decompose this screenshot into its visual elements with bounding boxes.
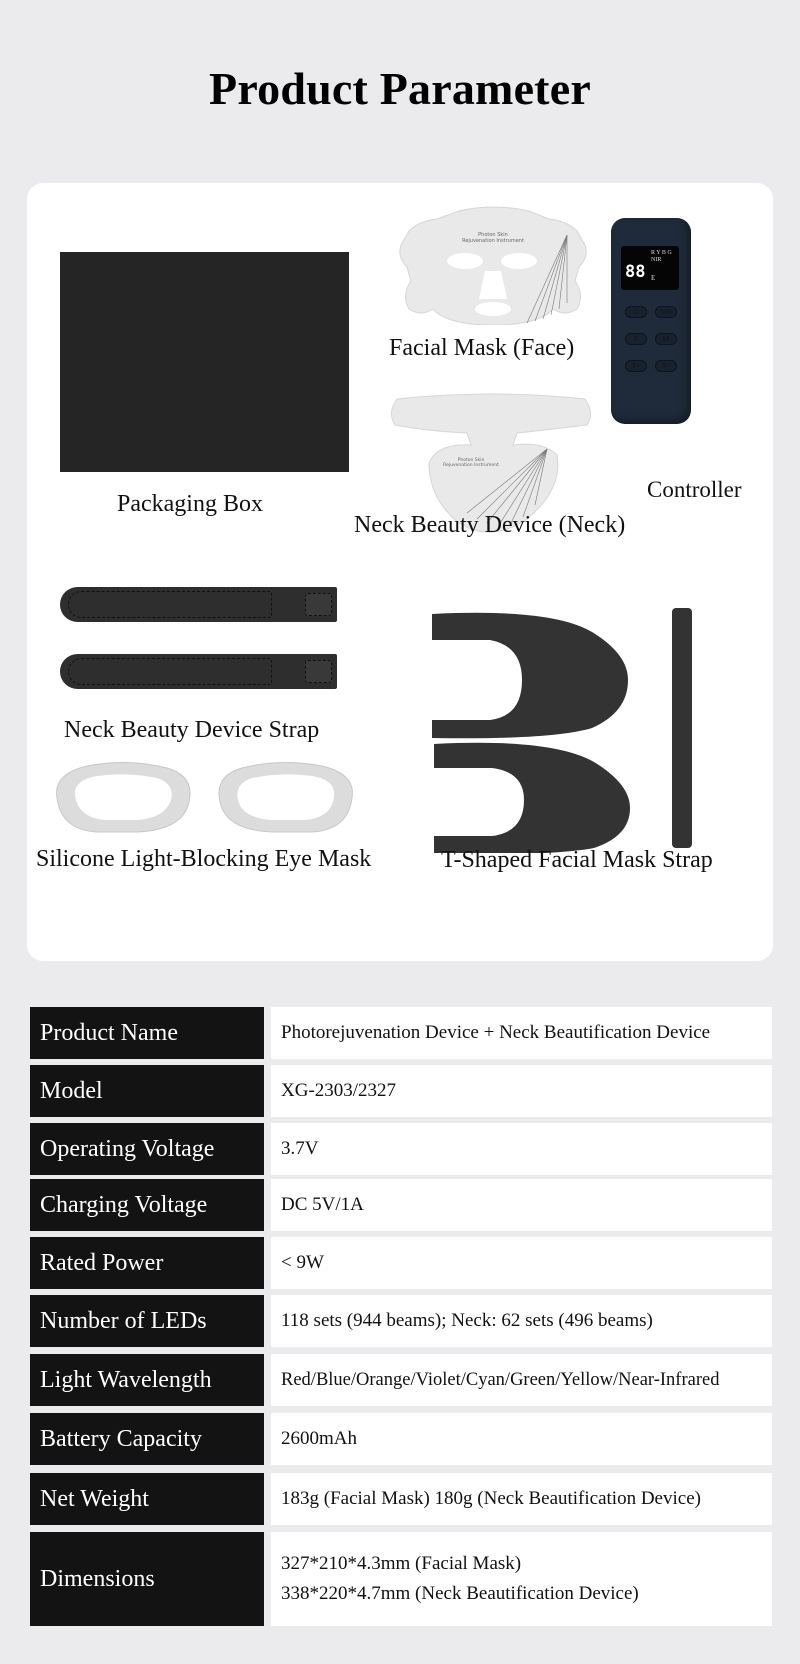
neck-strap-image xyxy=(60,587,337,622)
spec-label: Charging Voltage xyxy=(30,1179,264,1231)
m-button: M xyxy=(655,333,677,345)
packaging-box-image xyxy=(60,252,349,472)
spec-label: Model xyxy=(30,1065,264,1117)
spec-row-number-of-leds xyxy=(30,1295,772,1347)
svg-text:Rejuvenation Instrument: Rejuvenation Instrument xyxy=(443,463,499,468)
spec-label: Product Name xyxy=(30,1007,264,1059)
svg-text:Rejuvenation Instrument: Rejuvenation Instrument xyxy=(462,238,524,244)
controller-buttons xyxy=(625,306,677,372)
components-card xyxy=(27,183,773,961)
time-up-button: T+ xyxy=(625,360,647,372)
spec-row-rated-power xyxy=(30,1237,772,1289)
facial-mask-image xyxy=(389,205,597,325)
spec-value: Photorejuvenation Device + Neck Beautification Device xyxy=(271,1007,772,1059)
spec-value: < 9W xyxy=(271,1237,772,1289)
page-title: Product Parameter xyxy=(209,63,591,114)
power-button: ⏻ xyxy=(625,306,647,318)
spec-label: Battery Capacity xyxy=(30,1413,264,1465)
neck-device-caption: Neck Beauty Device (Neck) xyxy=(354,512,626,538)
eye-mask-caption: Silicone Light-Blocking Eye Mask xyxy=(36,846,372,872)
neck-strap-caption: Neck Beauty Device Strap xyxy=(64,717,320,743)
spec-value: 118 sets (944 beams); Neck: 62 sets (496 beams) xyxy=(271,1295,772,1347)
controller-caption: Controller xyxy=(647,477,742,502)
eye-mask-image xyxy=(212,758,362,838)
spec-row-dimensions xyxy=(30,1532,772,1626)
spec-label: Net Weight xyxy=(30,1473,264,1525)
spec-row-net-weight xyxy=(30,1473,772,1525)
svg-text:Photon Skin: Photon Skin xyxy=(457,458,485,463)
nir-button: NIR xyxy=(655,306,677,318)
controller-image xyxy=(611,218,691,424)
spec-row-product-name xyxy=(30,1007,772,1059)
spec-value: 183g (Facial Mask) 180g (Neck Beautification Device) xyxy=(271,1473,772,1525)
spec-label: Light Wavelength xyxy=(30,1354,264,1406)
spec-value: 2600mAh xyxy=(271,1413,772,1465)
spec-value: 3.7V xyxy=(271,1123,772,1175)
t-strap-caption: T-Shaped Facial Mask Strap xyxy=(441,847,713,873)
spec-row-operating-voltage xyxy=(30,1123,772,1175)
spec-value: DC 5V/1A xyxy=(271,1179,772,1231)
spec-row-light-wavelength xyxy=(30,1354,772,1406)
spec-label: Dimensions xyxy=(30,1532,264,1626)
e-button: E xyxy=(625,333,647,345)
facial-mask-caption: Facial Mask (Face) xyxy=(389,335,575,361)
controller-display: 88 R Y B G NIR E xyxy=(621,246,679,290)
neck-strap-image xyxy=(60,654,337,689)
eye-mask-image xyxy=(47,758,197,838)
spec-value: XG-2303/2327 xyxy=(271,1065,772,1117)
spec-row-battery-capacity xyxy=(30,1413,772,1465)
svg-text:Photon Skin: Photon Skin xyxy=(478,232,508,238)
spec-value: Red/Blue/Orange/Violet/Cyan/Green/Yellow/Near-Infrared xyxy=(271,1354,772,1406)
spec-label: Rated Power xyxy=(30,1237,264,1289)
spec-label: Operating Voltage xyxy=(30,1123,264,1175)
spec-row-model xyxy=(30,1065,772,1117)
time-down-button: T− xyxy=(655,360,677,372)
packaging-box-caption: Packaging Box xyxy=(117,491,263,517)
spec-row-charging-voltage xyxy=(30,1179,772,1231)
spec-value: 327*210*4.3mm (Facial Mask) 338*220*4.7mm (Neck Beautification Device) xyxy=(271,1532,772,1626)
t-strap-image xyxy=(432,608,702,853)
spec-label: Number of LEDs xyxy=(30,1295,264,1347)
